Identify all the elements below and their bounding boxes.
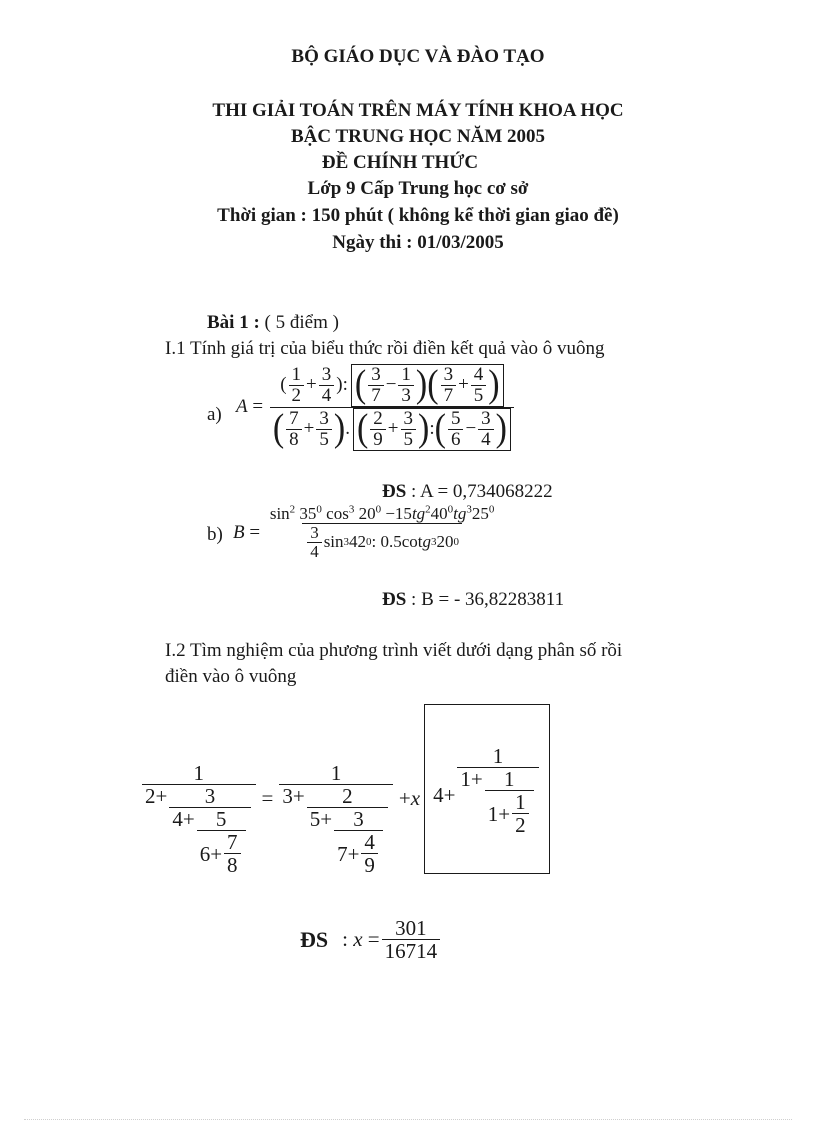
part-a-label: a): [207, 404, 222, 425]
contest-title: THI GIẢI TOÁN TRÊN MÁY TÍNH KHOA HỌC: [212, 100, 624, 121]
answer-x-label: ĐS: [300, 926, 329, 952]
part-b-label: b): [207, 524, 223, 545]
page-footer-divider: [24, 1119, 792, 1120]
ministry-title: BỘ GIÁO DỤC VÀ ĐÀO TẠO: [291, 46, 545, 67]
expression-a: A = ( $\frac{1}{2}$ + $\frac{3}{4}$ ): ( $\frac{3}{7}$ − $\frac{1}{3}$ ) ( $\frac{3}{7}$ + $\frac{4}{5}$ ) ( $\frac{7}{8}$ + $\frac{3}{5}$ ) . ( $\frac{2}{9}$ + $\frac{3}{5}$ ) : ( $\frac{5}{6}$ − $\frac{3}{4}$ ): [236, 364, 516, 451]
continued-fraction-equation: 1 2+ 3 4+ 5 6+ $\frac{7}{8}$ = 1 3+ 2 5+ 3 7+ $\frac{4}{9}$ +x 4+ 1 1+ 1 1+ $\frac{1}{2}$: [140, 704, 550, 876]
problem-title: Bài 1 :: [207, 312, 260, 333]
answer-b-value: : B = - 36,82283811: [406, 589, 565, 610]
problem-heading: [207, 312, 339, 334]
part2-instruction-line1: I.2 Tìm nghiệm của phương trình viết dưới dạng phân số rồi: [165, 640, 623, 661]
duration-title: Thời gian : 150 phút ( không kể thời gian giao đề): [217, 205, 619, 226]
answer-a: [382, 481, 553, 503]
bracket-expression: 4+ 1 1+ 1 1+ $\frac{1}{2}$: [424, 704, 550, 874]
date-title: Ngày thi : 01/03/2005: [332, 232, 504, 253]
grade-title: Lớp 9 Cấp Trung học cơ sở: [307, 178, 529, 199]
problem-points: ( 5 điểm ): [259, 312, 339, 333]
part1-instruction: I.1 Tính giá trị của biểu thức rồi điền kết quả vào ô vuông: [165, 338, 605, 359]
answer-x-denominator: 16714: [382, 939, 441, 962]
answer-b-label: ĐS: [382, 589, 407, 610]
answer-x: ĐS : x = $\frac{301}{16714}$: [300, 917, 442, 962]
answer-x-numerator: 301: [395, 916, 427, 940]
answer-b: [382, 589, 564, 611]
official-title: ĐỀ CHÍNH THỨC: [321, 152, 479, 173]
answer-a-label: ĐS: [382, 481, 407, 502]
level-title: BẬC TRUNG HỌC NĂM 2005: [290, 126, 546, 147]
expression-b: B = $\sin^2 35^0$ $\cos^3 20^0 -15tg^240^0tg^325^0$ $\frac{3}{4}$ sin 3 42 0 : 0.5cot g 3 20 0: [233, 503, 495, 561]
part2-instruction-line2: điền vào ô vuông: [165, 666, 297, 687]
answer-a-value: : A = 0,734068222: [406, 481, 553, 502]
